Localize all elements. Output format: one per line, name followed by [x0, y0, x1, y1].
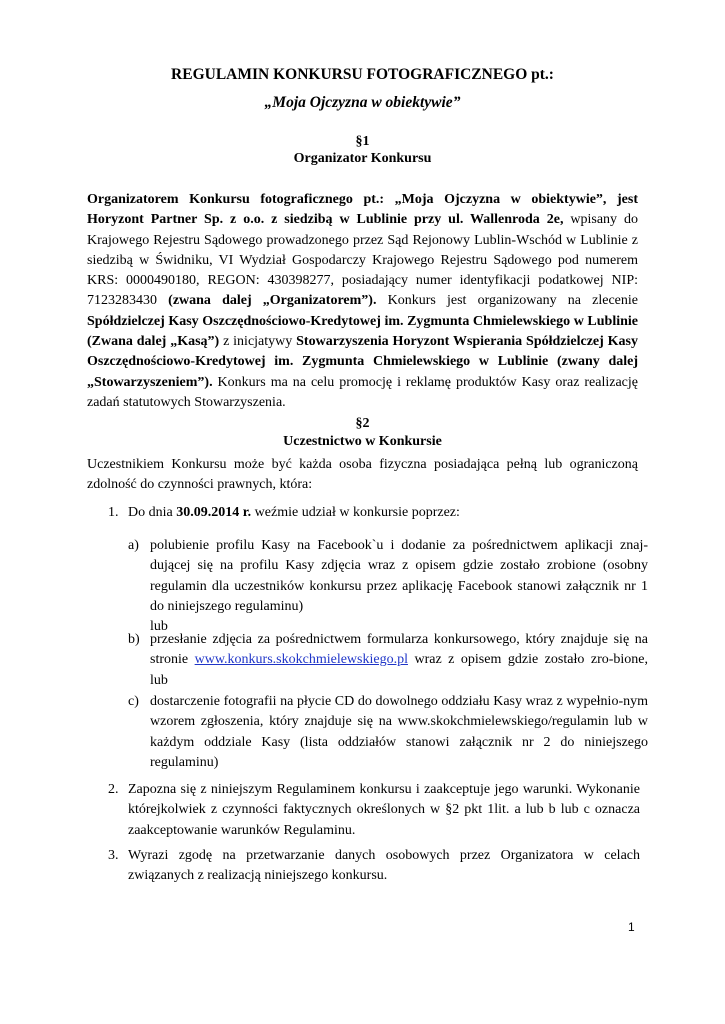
list-item-1-number: 1.: [108, 505, 119, 520]
kasa-name: Spółdzielczej Kasy Oszczędnościowo-Kredytowej im. Zygmunta Chmielewskiego w Lublinie (Zwana dalej „Kasą”): [87, 313, 638, 350]
commission-text: Konkurs jest organizowany na zlecenie: [376, 293, 638, 309]
list-item-2-number: 2.: [108, 782, 119, 797]
page-number: 1: [628, 920, 635, 934]
section-1-paragraph: [87, 190, 638, 413]
contest-website-link[interactable]: www.konkurs.skokchmielewskiego.pl: [194, 652, 408, 668]
sub-item-c-text: dostarczenie fotografii na płycie CD do dowolnego oddziału Kasy wraz z wypełnio-nym wzorem zgłoszenia, który znajduje się na www.skokchmielewskiego/regulamin lub w każdym oddziale Kasy (lista oddziałów stanowi załącznik nr 2 do niniejszego regulaminu): [150, 694, 648, 770]
list-item-2-text: Zapozna się z niniejszym Regulaminem konkursu i zaakceptuje jego warunki. Wykonanie którejkolwiek z czynności faktycznych określonych w §2 pkt 1lit. a lub b lub c oznacza zaakceptowanie warunków Regulaminu.: [128, 782, 640, 838]
section-1-number: §1: [355, 134, 370, 149]
deadline-date: 30.09.2014 r.: [176, 505, 252, 520]
or-text: lub: [150, 619, 168, 635]
list-item-3-text: Wyrazi zgodę na przetwarzanie danych osobowych przez Organizatora w celach związanych z realizacją niniejszego konkursu.: [128, 848, 640, 884]
sub-item-b-text: przesłanie zdjęcia za pośrednictwem formularza konkursowego, który znajduje się na stronie www.konkurs.skokchmielewskiego.pl wraz z opisem gdzie zostało zro-bione, lub: [150, 632, 648, 688]
document-subtitle: „Moja Ojczyzna w obiektywie”: [264, 94, 461, 111]
organizer-alias: (zwana dalej „Organizatorem”).: [168, 293, 377, 309]
sub-item-c-letter: c): [128, 694, 139, 709]
document-title: REGULAMIN KONKURSU FOTOGRAFICZNEGO pt.:: [171, 66, 554, 83]
section-2-number: §2: [355, 416, 370, 431]
section-2-intro: Uczestnikiem Konkursu może być każda osoba fizyczna posiadająca pełną lub ograniczoną zdolność do czynności prawnych, która:: [87, 457, 638, 493]
sub-item-a-letter: a): [128, 538, 139, 553]
list-item-3-number: 3.: [108, 848, 119, 863]
association-name: Stowarzyszenia Horyzont Wspierania Spółdzielczej Kasy Oszczędnościowo-Kredytowej im. Zygmunta Chmielewskiego w Lublinie (zwany dalej „Stowarzyszeniem”).: [87, 334, 639, 390]
sub-item-b-letter: b): [128, 632, 140, 647]
sub-item-a-text: polubienie profilu Kasy na Facebook`u i dodanie za pośrednictwem aplikacji znaj-dującej się na profilu Kasy zdjęcia wraz z opisem gdzie zostało zrobione (osobny regulamin dla uczestników konkursu przez aplikację Facebook stanowi załącznik nr 1 do niniejszego regulaminu) lub: [150, 538, 648, 635]
list-item-1-text: Do dnia 30.09.2014 r. weźmie udział w konkursie poprzez:: [128, 505, 460, 520]
organizer-registration: wpisany do Krajowego Rejestru Sądowego prowadzonego przez Sąd Rejonowy Lublin-Wschód w Lublinie z siedzibą w Świdniku, VI Wydział Gospodarczy Krajowego Rejestru Sądowego pod numerem KRS: 0000490180, REGON: 430398277, posiadający numer identyfikacji podatkowej NIP: 7123283430: [87, 212, 638, 309]
purpose-text: Konkurs ma na celu promocję i reklamę produktów Kasy oraz realizację zadań statutowych Stowarzyszenia.: [87, 374, 638, 410]
organizer-name: Organizatorem Konkursu fotograficznego pt.: „Moja Ojczyzna w obiektywie”, jest Horyzont Partner Sp. z o.o. z siedzibą w Lublinie przy ul. Wallenroda 2e,: [87, 192, 638, 228]
initiative-text: z inicjatywy: [219, 334, 297, 350]
section-1-title: Organizator Konkursu: [293, 151, 432, 166]
section-2-title: Uczestnictwo w Konkursie: [283, 434, 442, 449]
